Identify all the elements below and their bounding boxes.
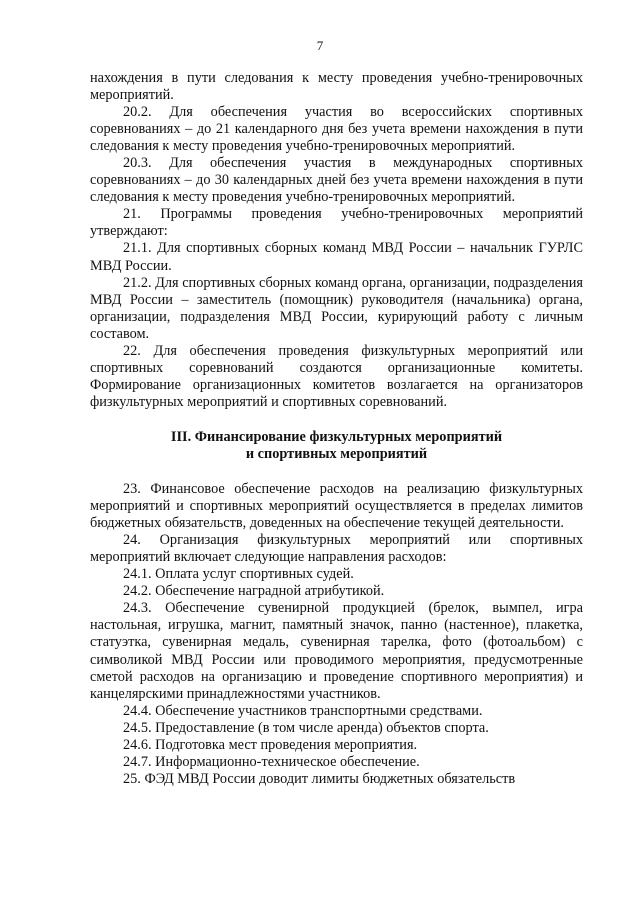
paragraph-25: 25. ФЭД МВД России доводит лимиты бюджетных обязательств bbox=[123, 770, 516, 787]
paragraph-continuation: нахождения в пути следования к месту проведения учебно-тренировочных мероприятий. bbox=[90, 70, 583, 104]
document-body bbox=[90, 70, 583, 788]
paragraph-24-5: 24.5. Предоставление (в том числе аренда) объектов спорта. bbox=[123, 719, 489, 736]
paragraph-22: 22. Для обеспечения проведения физкультурных мероприятий или спортивных соревнований создаются организационные комитеты. Формирование организационных комитетов возлагается на организаторов физкультурных мероприятий и спортивных соревнований. bbox=[90, 342, 583, 410]
section-heading-line-2: и спортивных мероприятий bbox=[245, 445, 428, 462]
paragraph-20-3: 20.3. Для обеспечения участия в международных спортивных соревнованиях – до 30 календарных дней без учета времени нахождения в пути следования к месту проведения учебно-тренировочных мероприятий. bbox=[90, 155, 583, 206]
spacer bbox=[90, 411, 583, 429]
page-number: 7 bbox=[316, 38, 324, 53]
paragraph-24: 24. Организация физкультурных мероприятий или спортивных мероприятий включает следующие направления расходов: bbox=[90, 532, 583, 566]
paragraph-24-6: 24.6. Подготовка мест проведения мероприятия. bbox=[123, 736, 418, 753]
paragraph-21-2: 21.2. Для спортивных сборных команд органа, организации, подразделения МВД России – заместитель (помощник) руководителя (начальника) органа, организации, подразделения МВД России, курирующий работу с личным составом. bbox=[90, 274, 583, 342]
spacer bbox=[90, 463, 583, 481]
paragraph-20-2: 20.2. Для обеспечения участия во всероссийских спортивных соревнованиях – до 21 календарного дня без учета времени нахождения в пути следования к месту проведения учебно-тренировочных мероприятий. bbox=[90, 104, 583, 155]
paragraph-23: 23. Финансовое обеспечение расходов на реализацию физкультурных мероприятий и спортивных мероприятий осуществляется в пределах лимитов бюджетных обязательств, доведенных на обеспечение текущей деятельности. bbox=[90, 481, 583, 532]
paragraph-21-1: 21.1. Для спортивных сборных команд МВД России – начальник ГУРЛС МВД России. bbox=[90, 240, 583, 274]
paragraph-21: 21. Программы проведения учебно-тренировочных мероприятий утверждают: bbox=[90, 206, 583, 240]
paragraph-24-4: 24.4. Обеспечение участников транспортными средствами. bbox=[123, 702, 483, 719]
paragraph-24-1: 24.1. Оплата услуг спортивных судей. bbox=[123, 566, 354, 583]
paragraph-24-2: 24.2. Обеспечение наградной атрибутикой. bbox=[123, 583, 385, 600]
paragraph-24-7: 24.7. Информационно-техническое обеспечение. bbox=[123, 753, 420, 770]
paragraph-24-3: 24.3. Обеспечение сувенирной продукцией (брелок, вымпел, игра настольная, игрушка, магнит, памятный значок, панно (настенное), плакетка, статуэтка, сувенирная медаль, сувенирная тарелка, фото (фотоальбом) с символикой МВД России или проводимого мероприятия, предусмотренные сметой расходов на организацию и проведение спортивного мероприятия) и канцелярскими принадлежностями участников. bbox=[90, 600, 583, 702]
section-heading-line-1: III. Финансирование физкультурных мероприятий bbox=[170, 428, 503, 445]
